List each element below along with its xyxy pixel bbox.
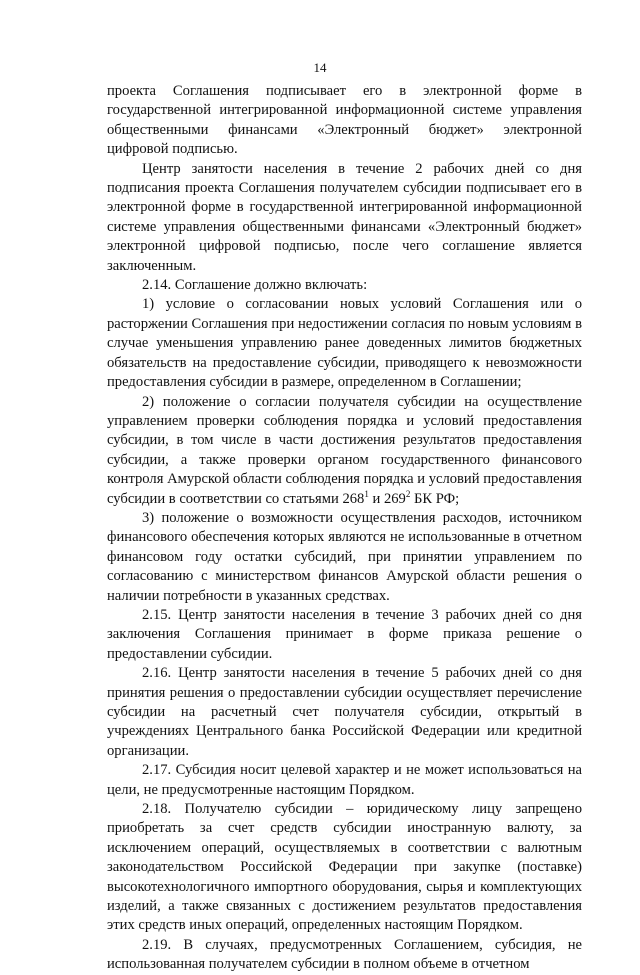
item-2-text: 2) положение о согласии получателя субсидии на осуществление управлением проверки соблюдения порядка и условий предоставления субсидии, в том числе в части достижения результатов предоставления субсидии, а также проверки органом государственного финансового контроля Амурской области соблюдения порядка и условий предоставления субсидии в соответствии со статьями 268: [107, 393, 582, 507]
item-2-end: БК РФ;: [410, 490, 460, 507]
paragraph-item-2: [107, 393, 582, 509]
article-superscript-1: 1: [364, 488, 369, 499]
item-2-middle: и 269: [368, 490, 406, 507]
paragraph-2-19: 2.19. В случаях, предусмотренных Соглашением, субсидия, не использованная получателем субсидии в полном объеме в отчетном: [107, 936, 582, 973]
page-number: 14: [313, 60, 327, 75]
paragraph-signing: Центр занятости населения в течение 2 рабочих дней со дня подписания проекта Соглашения получателем субсидии подписывает его в электронной форме в государственной интегрированной информационной системе управления общественными финансами «Электронный бюджет» электронной цифровой подписью, после чего соглашение является заключенным.: [107, 160, 582, 274]
document-body: [107, 82, 582, 975]
paragraph-2-15: 2.15. Центр занятости населения в течение 3 рабочих дней со дня заключения Соглашения принимает в форме приказа решение о предоставлении субсидии.: [107, 606, 582, 662]
paragraph-item-3: 3) положение о возможности осуществления расходов, источником финансового обеспечения которых являются не использованные в отчетном финансовом году остатки субсидий, при принятии управлением по согласованию с министерством финансов Амурской области решения о наличии потребности в указанных средствах.: [107, 509, 582, 604]
paragraph-2-17: 2.17. Субсидия носит целевой характер и не может использоваться на цели, не предусмотренные настоящим Порядком.: [107, 762, 582, 798]
article-superscript-2: 2: [405, 488, 411, 499]
paragraph-item-1: 1) условие о согласовании новых условий Соглашения или о расторжении Соглашения при недостижении согласия по новым условиям в случае уменьшения управлению ранее доведенных лимитов бюджетных обязательств на предоставление субсидии, приводящего к невозможности предоставления субсидии в размере, определенном в Соглашении;: [107, 296, 582, 391]
paragraph-2-18: 2.18. Получателю субсидии – юридическому лицу запрещено приобретать за счет средств субсидии иностранную валюту, за исключением операций, осуществляемых в соответствии с валютным законодательством Российской Федерации при закупке (поставке) высокотехнологичного импортного оборудования, сырья и комплектующих изделий, а также связанных с достижением результатов предоставления этих средств иных операций, определенных настоящим Порядком.: [107, 801, 582, 934]
paragraph-2-16: 2.16. Центр занятости населения в течение 5 рабочих дней со дня принятия решения о предоставлении субсидии осуществляет перечисление субсидии на расчетный счет получателя субсидии, открытый в учреждениях Центрального банка Российской Федерации или кредитной организации.: [107, 665, 582, 759]
paragraph-continuation: проекта Соглашения подписывает его в электронной форме в государственной интегрированной информационной системе управления общественными финансами «Электронный бюджет» электронной цифровой подписью.: [107, 83, 582, 158]
paragraph-2-14: 2.14. Соглашение должно включать:: [142, 277, 368, 294]
